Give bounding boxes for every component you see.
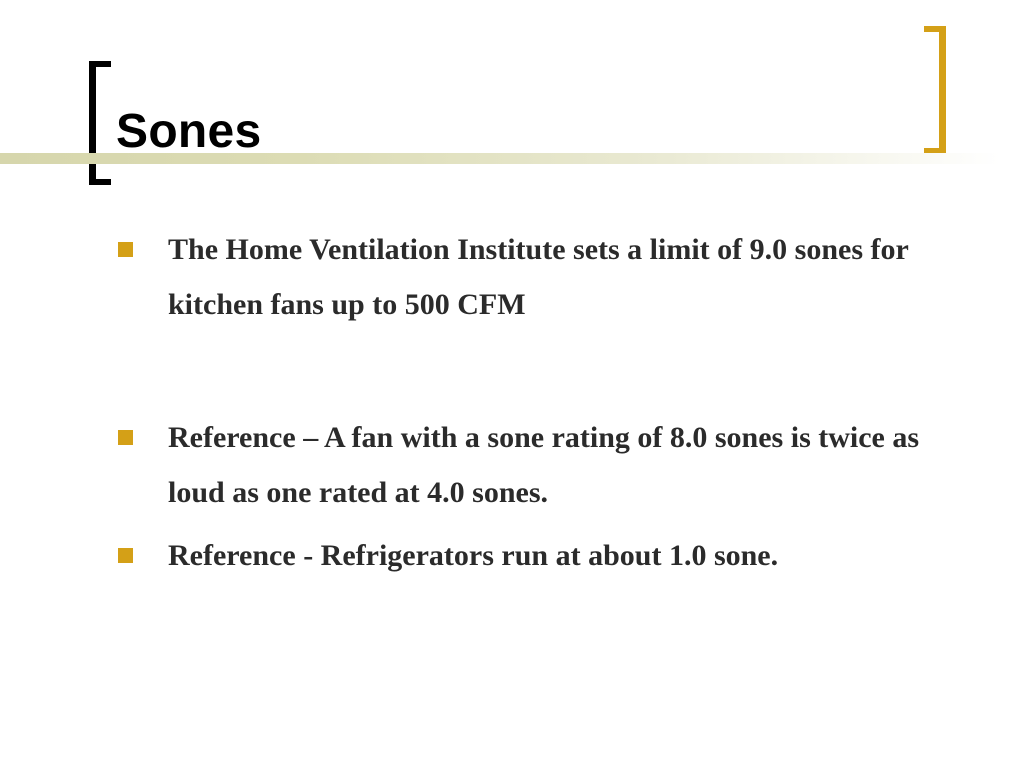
- square-bullet-icon: [118, 242, 133, 257]
- slide-title: Sones: [116, 105, 262, 158]
- left-bracket-decoration: [89, 61, 111, 185]
- bullet-text: Reference - Refrigerators run at about 1.0 sone.: [168, 539, 779, 572]
- square-bullet-icon: [118, 430, 133, 445]
- bullet-item: [118, 528, 938, 583]
- bullet-text: The Home Ventilation Institute sets a limit of 9.0 sones for kitchen fans up to 500 CFM: [168, 233, 909, 321]
- bullet-item: [118, 222, 938, 332]
- bullet-text: Reference – A fan with a sone rating of 8.0 sones is twice as loud as one rated at 4.0 sones.: [168, 421, 920, 509]
- bullet-list: [118, 222, 938, 583]
- right-bracket-decoration: [924, 26, 946, 154]
- bullet-item: [118, 410, 938, 520]
- square-bullet-icon: [118, 548, 133, 563]
